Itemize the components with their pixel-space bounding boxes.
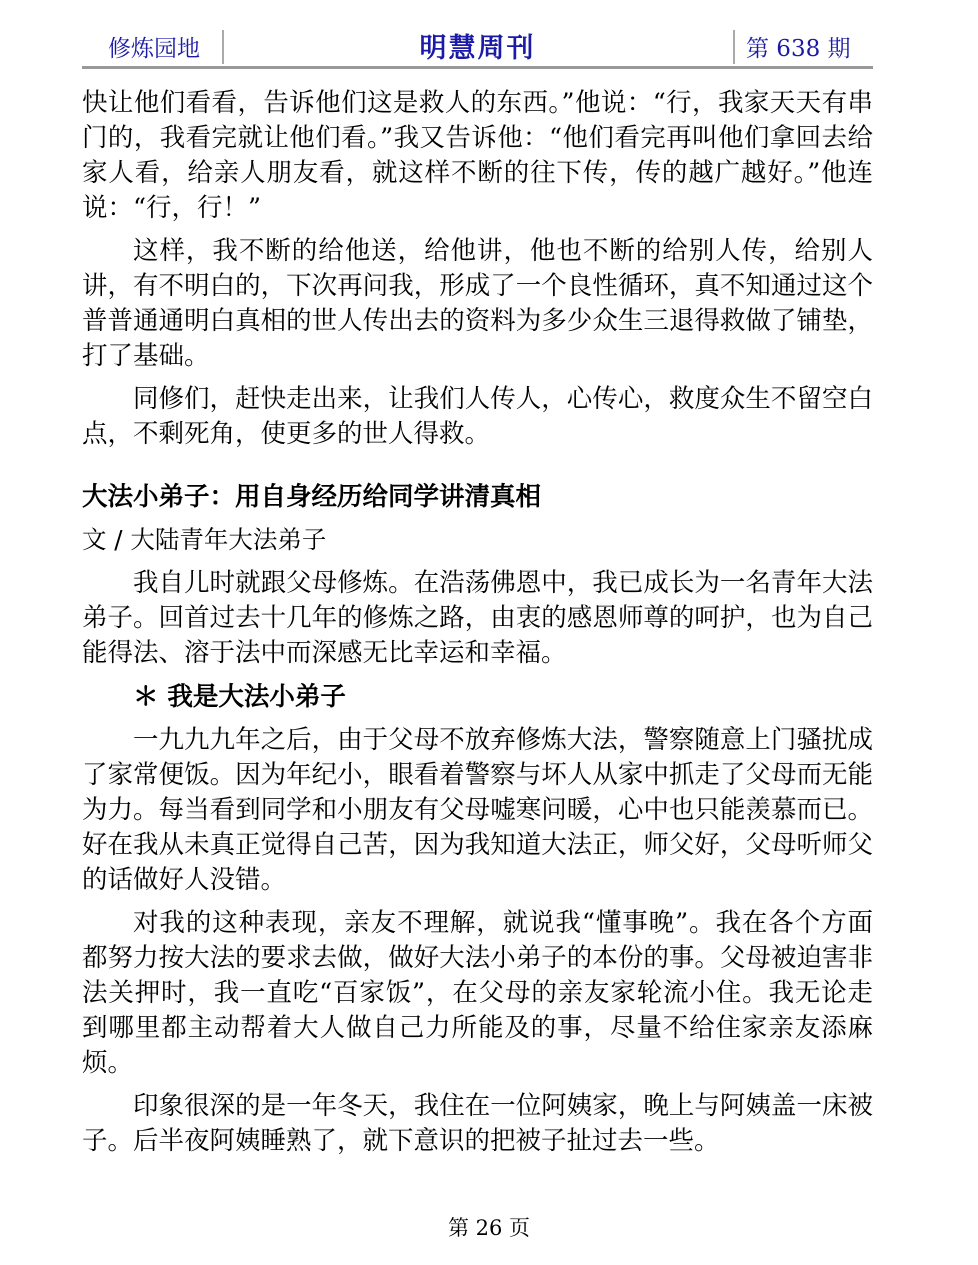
paragraph: 对我的这种表现，亲友不理解，就说我“懂事晚”。我在各个方面都努力按大法的要求去做，做好大法小弟子的本份的事。父母被迫害非法关押时，我一直吃“百家饭”，在父母的亲友家轮流小住。我无论走到哪里都主动帮着大人做自己力所能及的事，尽量不给住家亲友添麻烦。 [82, 908, 873, 1078]
page-number: 第 26 页 [447, 1216, 531, 1240]
section-subheading: ＊ 我是大法小弟子 [133, 682, 346, 712]
issue-number: 第 638 期 [746, 36, 851, 62]
paragraph: 这样，我不断的给他送，给他讲，他也不断的给别人传，给别人讲，有不明白的，下次再问我，形成了一个良性循环，真不知通过这个普普通通明白真相的世人传出去的资料为多少众生三退得救做了铺垫，打了基础。 [82, 236, 873, 371]
header-rule [82, 66, 873, 69]
header-divider-right [733, 30, 735, 64]
page-header [82, 22, 873, 68]
page-content [82, 86, 873, 1159]
paragraph: 我自儿时就跟父母修炼。在浩荡佛恩中，我已成长为一名青年大法弟子。回首过去十几年的修炼之路，由衷的感恩师尊的呵护，也为自己能得法、溶于法中而深感无比幸运和幸福。 [82, 568, 873, 668]
paragraph: 印象很深的是一年冬天，我住在一位阿姨家，晚上与阿姨盖一床被子。后半夜阿姨睡熟了，就下意识的把被子扯过去一些。 [82, 1091, 873, 1156]
paragraph: 同修们，赶快走出来，让我们人传人，心传心，救度众生不留空白点，不剩死角，使更多的世人得救。 [82, 384, 873, 449]
paragraph: 快让他们看看，告诉他们这是救人的东西。”他说：“行，我家天天有串门的，我看完就让他们看。”我又告诉他：“他们看完再叫他们拿回去给家人看，给亲人朋友看，就这样不断的往下传，传的越广越好。”他连说：“行，行！” [82, 88, 873, 223]
publication-title: 明慧周刊 [419, 33, 536, 64]
section-name: 修炼园地 [108, 36, 200, 62]
paragraph: 一九九九年之后，由于父母不放弃修炼大法，警察随意上门骚扰成了家常便饭。因为年纪小，眼看着警察与坏人从家中抓走了父母而无能为力。每当看到同学和小朋友有父母嘘寒问暖，心中也只能羡慕而已。好在我从未真正觉得自己苦，因为我知道大法正，师父好，父母听师父的话做好人没错。 [82, 725, 873, 895]
article-byline: 文 / 大陆青年大法弟子 [82, 525, 327, 554]
article-title: 大法小弟子：用自身经历给同学讲清真相 [82, 482, 542, 512]
